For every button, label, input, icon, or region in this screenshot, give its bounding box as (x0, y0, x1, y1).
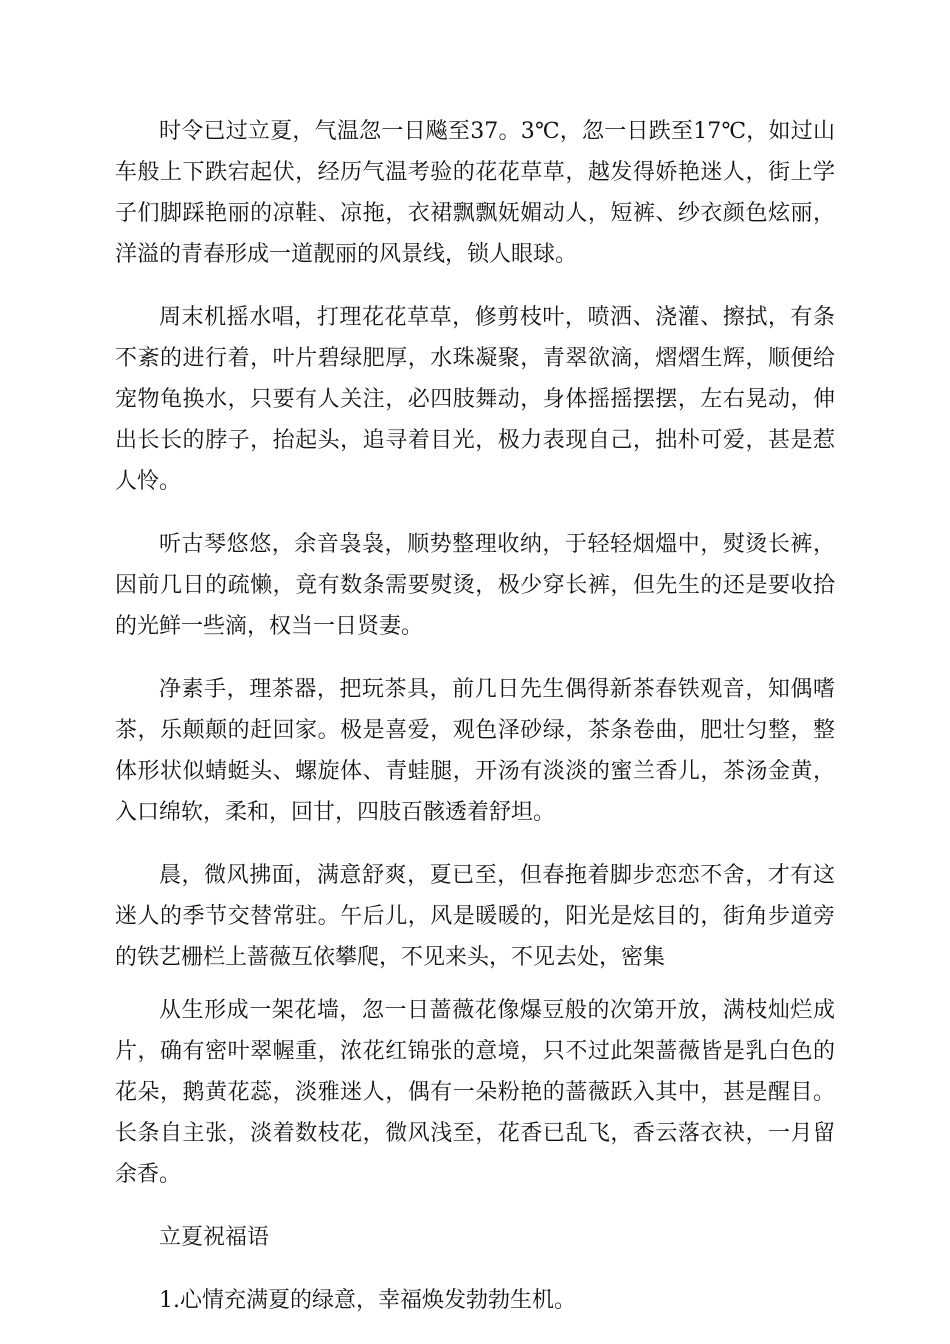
section-heading: 立夏祝福语 (159, 1225, 270, 1250)
paragraph-6: 从生形成一架花墙，忽一日蔷薇花像爆豆般的次第开放，满枝灿烂成片，确有密叶翠幄重，浓花红锦张的意境，只不过此架蔷薇皆是乳白色的花朵，鹅黄花蕊，淡雅迷人，偶有一朵粉艳的蔷薇跃入其中，甚是醒目。长条自主张，淡着数枝花，微风浅至，花香已乱飞，香云落衣袂，一月留余香。 (115, 998, 835, 1187)
paragraph-4: 净素手，理茶器，把玩茶具，前几日先生偶得新茶春铁观音，知偶嗜茶，乐颠颠的赶回家。极是喜爱，观色泽砂绿，茶条卷曲，肥壮匀整，整体形状似蜻蜓头、螺旋体、青蛙腿，开汤有淡淡的蜜兰香儿，茶汤金黄，入口绵软，柔和，回甘，四肢百骸透着舒坦。 (115, 677, 835, 825)
article-body (115, 111, 835, 1321)
paragraph-5: 晨，微风拂面，满意舒爽，夏已至，但春拖着脚步恋恋不舍，才有这迷人的季节交替常驻。午后儿，风是暖暖的，阳光是炫目的，街角步道旁的铁艺栅栏上蔷薇互依攀爬，不见来头，不见去处，密集 (115, 863, 835, 970)
paragraph-2: 周末机摇水唱，打理花花草草，修剪枝叶，喷洒、浇灌、擦拭，有条不紊的进行着，叶片碧绿肥厚，水珠凝聚，青翠欲滴，熠熠生辉，顺便给宠物龟换水，只要有人关注，必四肢舞动，身体摇摇摆摆，左右晃动，伸出长长的脖子，抬起头，追寻着目光，极力表现自己，拙朴可爱，甚是惹人怜。 (115, 305, 835, 494)
paragraph-3: 听古琴悠悠，余音袅袅，顺势整理收纳，于轻轻烟熅中，熨烫长裤，因前几日的疏懒，竟有数条需要熨烫，极少穿长裤，但先生的还是要收拾的光鲜一些滴，权当一日贤妻。 (115, 532, 835, 639)
paragraph-1: 时令已过立夏，气温忽一日飚至37。3℃，忽一日跌至17℃，如过山车般上下跌宕起伏，经历气温考验的花花草草，越发得娇艳迷人，街上学子们脚踩艳丽的凉鞋、凉拖，衣裙飘飘妩媚动人，短裤、纱衣颜色炫丽，洋溢的青春形成一道靓丽的风景线，锁人眼球。 (115, 119, 835, 267)
blessing-item: 1.心情充满夏的绿意，幸福焕发勃勃生机。 (159, 1288, 576, 1313)
